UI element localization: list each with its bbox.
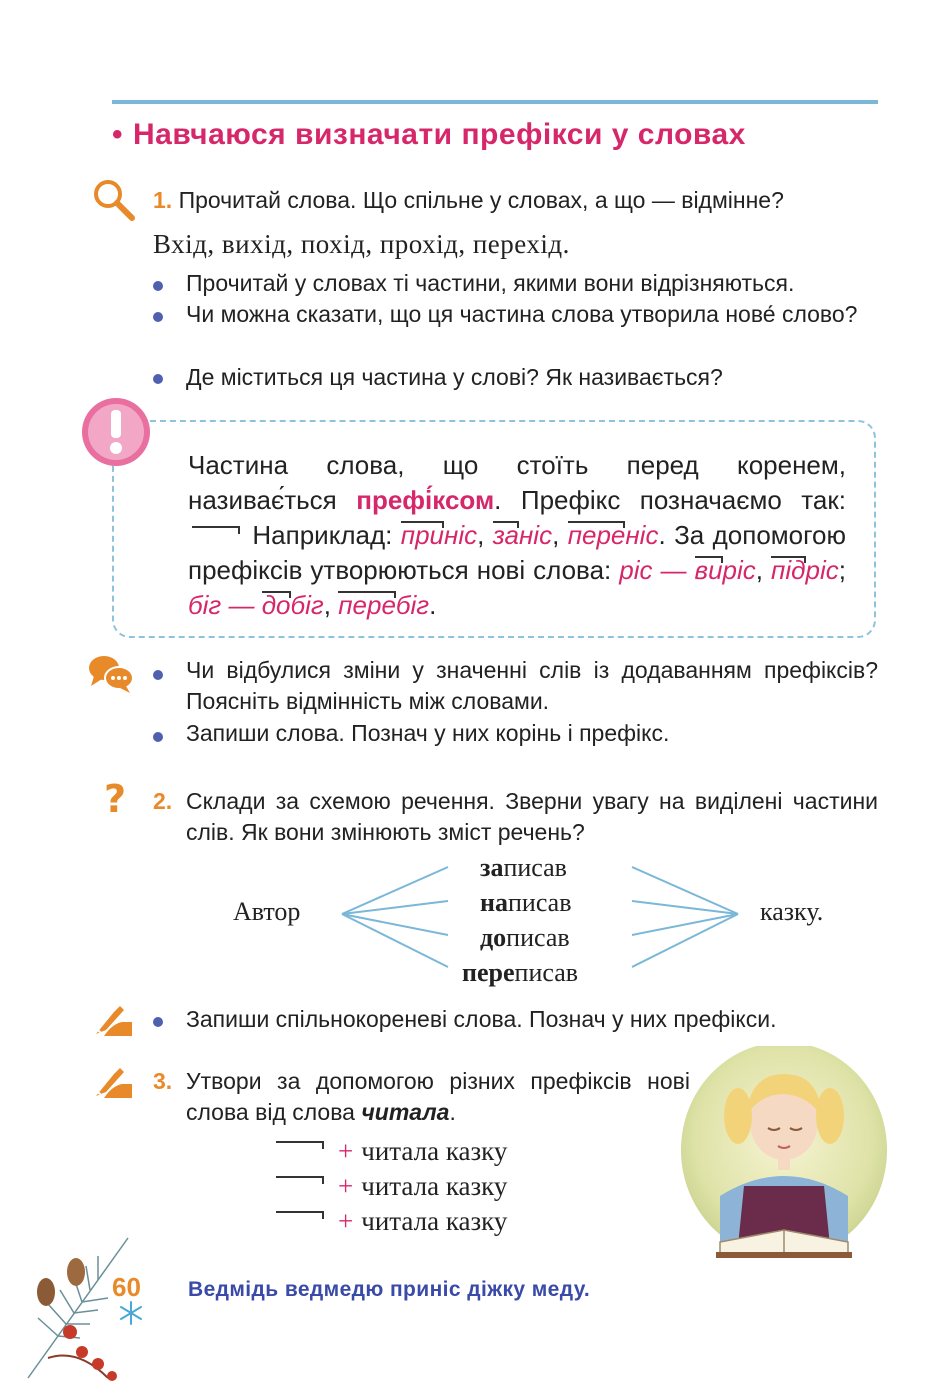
- ex1-heading: 1. Прочитай слова. Що спільне у словах, а що — відмінне?: [153, 187, 784, 213]
- prefix-mark-icon: [276, 1211, 324, 1225]
- discuss-bullet-1: Чи відбулися зміни у значенні слів із додаванням префіксів? Поясніть відмінність між словами.: [186, 657, 878, 714]
- ex2-question: Склади за схемою речення. Зверни увагу на виділені частини слів. Як вони змінюють зміст речень?: [186, 788, 878, 845]
- example-word: виріс: [695, 555, 756, 585]
- example-word: приніс: [401, 520, 477, 550]
- ex3-row: + читала казку: [276, 1206, 507, 1237]
- title-bullet: •: [112, 118, 124, 151]
- bullet: [153, 374, 163, 384]
- scheme-object: казку.: [760, 897, 824, 926]
- ex1-bullet-2: Чи можна сказати, що ця частина слова утворила нове́ слово?: [186, 301, 858, 327]
- ex1-words: Вхід, вихід, похід, прохід, перехід.: [153, 229, 570, 259]
- bullet: [153, 312, 163, 322]
- prefix-mark-icon: [192, 524, 240, 544]
- example-word: заніс: [493, 520, 552, 550]
- magnifier-icon: [92, 178, 136, 222]
- bullet: [153, 670, 163, 680]
- scheme-subject: Автор: [233, 897, 301, 926]
- exclamation-icon: [80, 396, 154, 470]
- rule-text: Частина слова, що стоїть перед коренем, називає́ться префі́ксом. Префікс позначаємо так: Наприклад: приніс, заніс, переніс. За допомогою префіксів утворюються нові слова: ріс — виріс, підріс; біг — добіг, перебіг.: [188, 448, 846, 623]
- ex3-number: 3.: [153, 1068, 173, 1094]
- writing-hand-icon: [92, 1062, 136, 1102]
- ex2-number: 2.: [153, 788, 173, 814]
- prefix-mark-icon: [276, 1176, 324, 1190]
- ex3-row: + читала казку: [276, 1171, 507, 1202]
- tongue-twister: Ведмідь ведмедю приніс діжку меду.: [188, 1278, 591, 1301]
- bullet: [153, 1017, 163, 1027]
- example-word: переніс: [568, 520, 659, 550]
- example-word: підріс: [771, 555, 839, 585]
- girl-reading-illustration: [680, 1046, 888, 1260]
- ex2-task: Запиши спільнокореневі слова. Познач у них префікси.: [186, 1006, 777, 1032]
- prefix-mark-icon: [276, 1141, 324, 1155]
- chat-bubbles-icon: [88, 654, 134, 694]
- bullet: [153, 732, 163, 742]
- ex1-bullet-3: Де міститься ця частина у слові? Як називається?: [186, 364, 723, 390]
- svg-text:?: ?: [103, 778, 127, 818]
- scheme-verb: написав: [480, 888, 572, 917]
- discuss-bullet-2: Запиши слова. Познач у них корінь і префікс.: [186, 720, 670, 746]
- ex1-bullet-1: Прочитай у словах ті частини, якими вони відрізняються.: [186, 270, 795, 296]
- section-title: • Навчаюся визначати префікси у словах: [112, 118, 746, 151]
- page-number: 60: [112, 1272, 141, 1302]
- snowflake-icon: [118, 1300, 144, 1326]
- bullet: [153, 281, 163, 291]
- ex3-question: Утвори за допомогою різних префіксів нові слова від слова читала.: [186, 1068, 690, 1125]
- scheme-verb: записав: [480, 853, 567, 882]
- top-rule: [112, 100, 878, 104]
- rule-term: префі́ксом: [356, 485, 495, 515]
- example-word: перебіг: [338, 590, 429, 620]
- example-word: добіг: [262, 590, 324, 620]
- scheme-verb: дописав: [480, 923, 570, 952]
- question-mark-icon: [100, 778, 130, 818]
- scheme-verb: переписав: [462, 958, 579, 987]
- writing-hand-icon: [92, 1000, 136, 1040]
- ex3-row: + читала казку: [276, 1136, 507, 1167]
